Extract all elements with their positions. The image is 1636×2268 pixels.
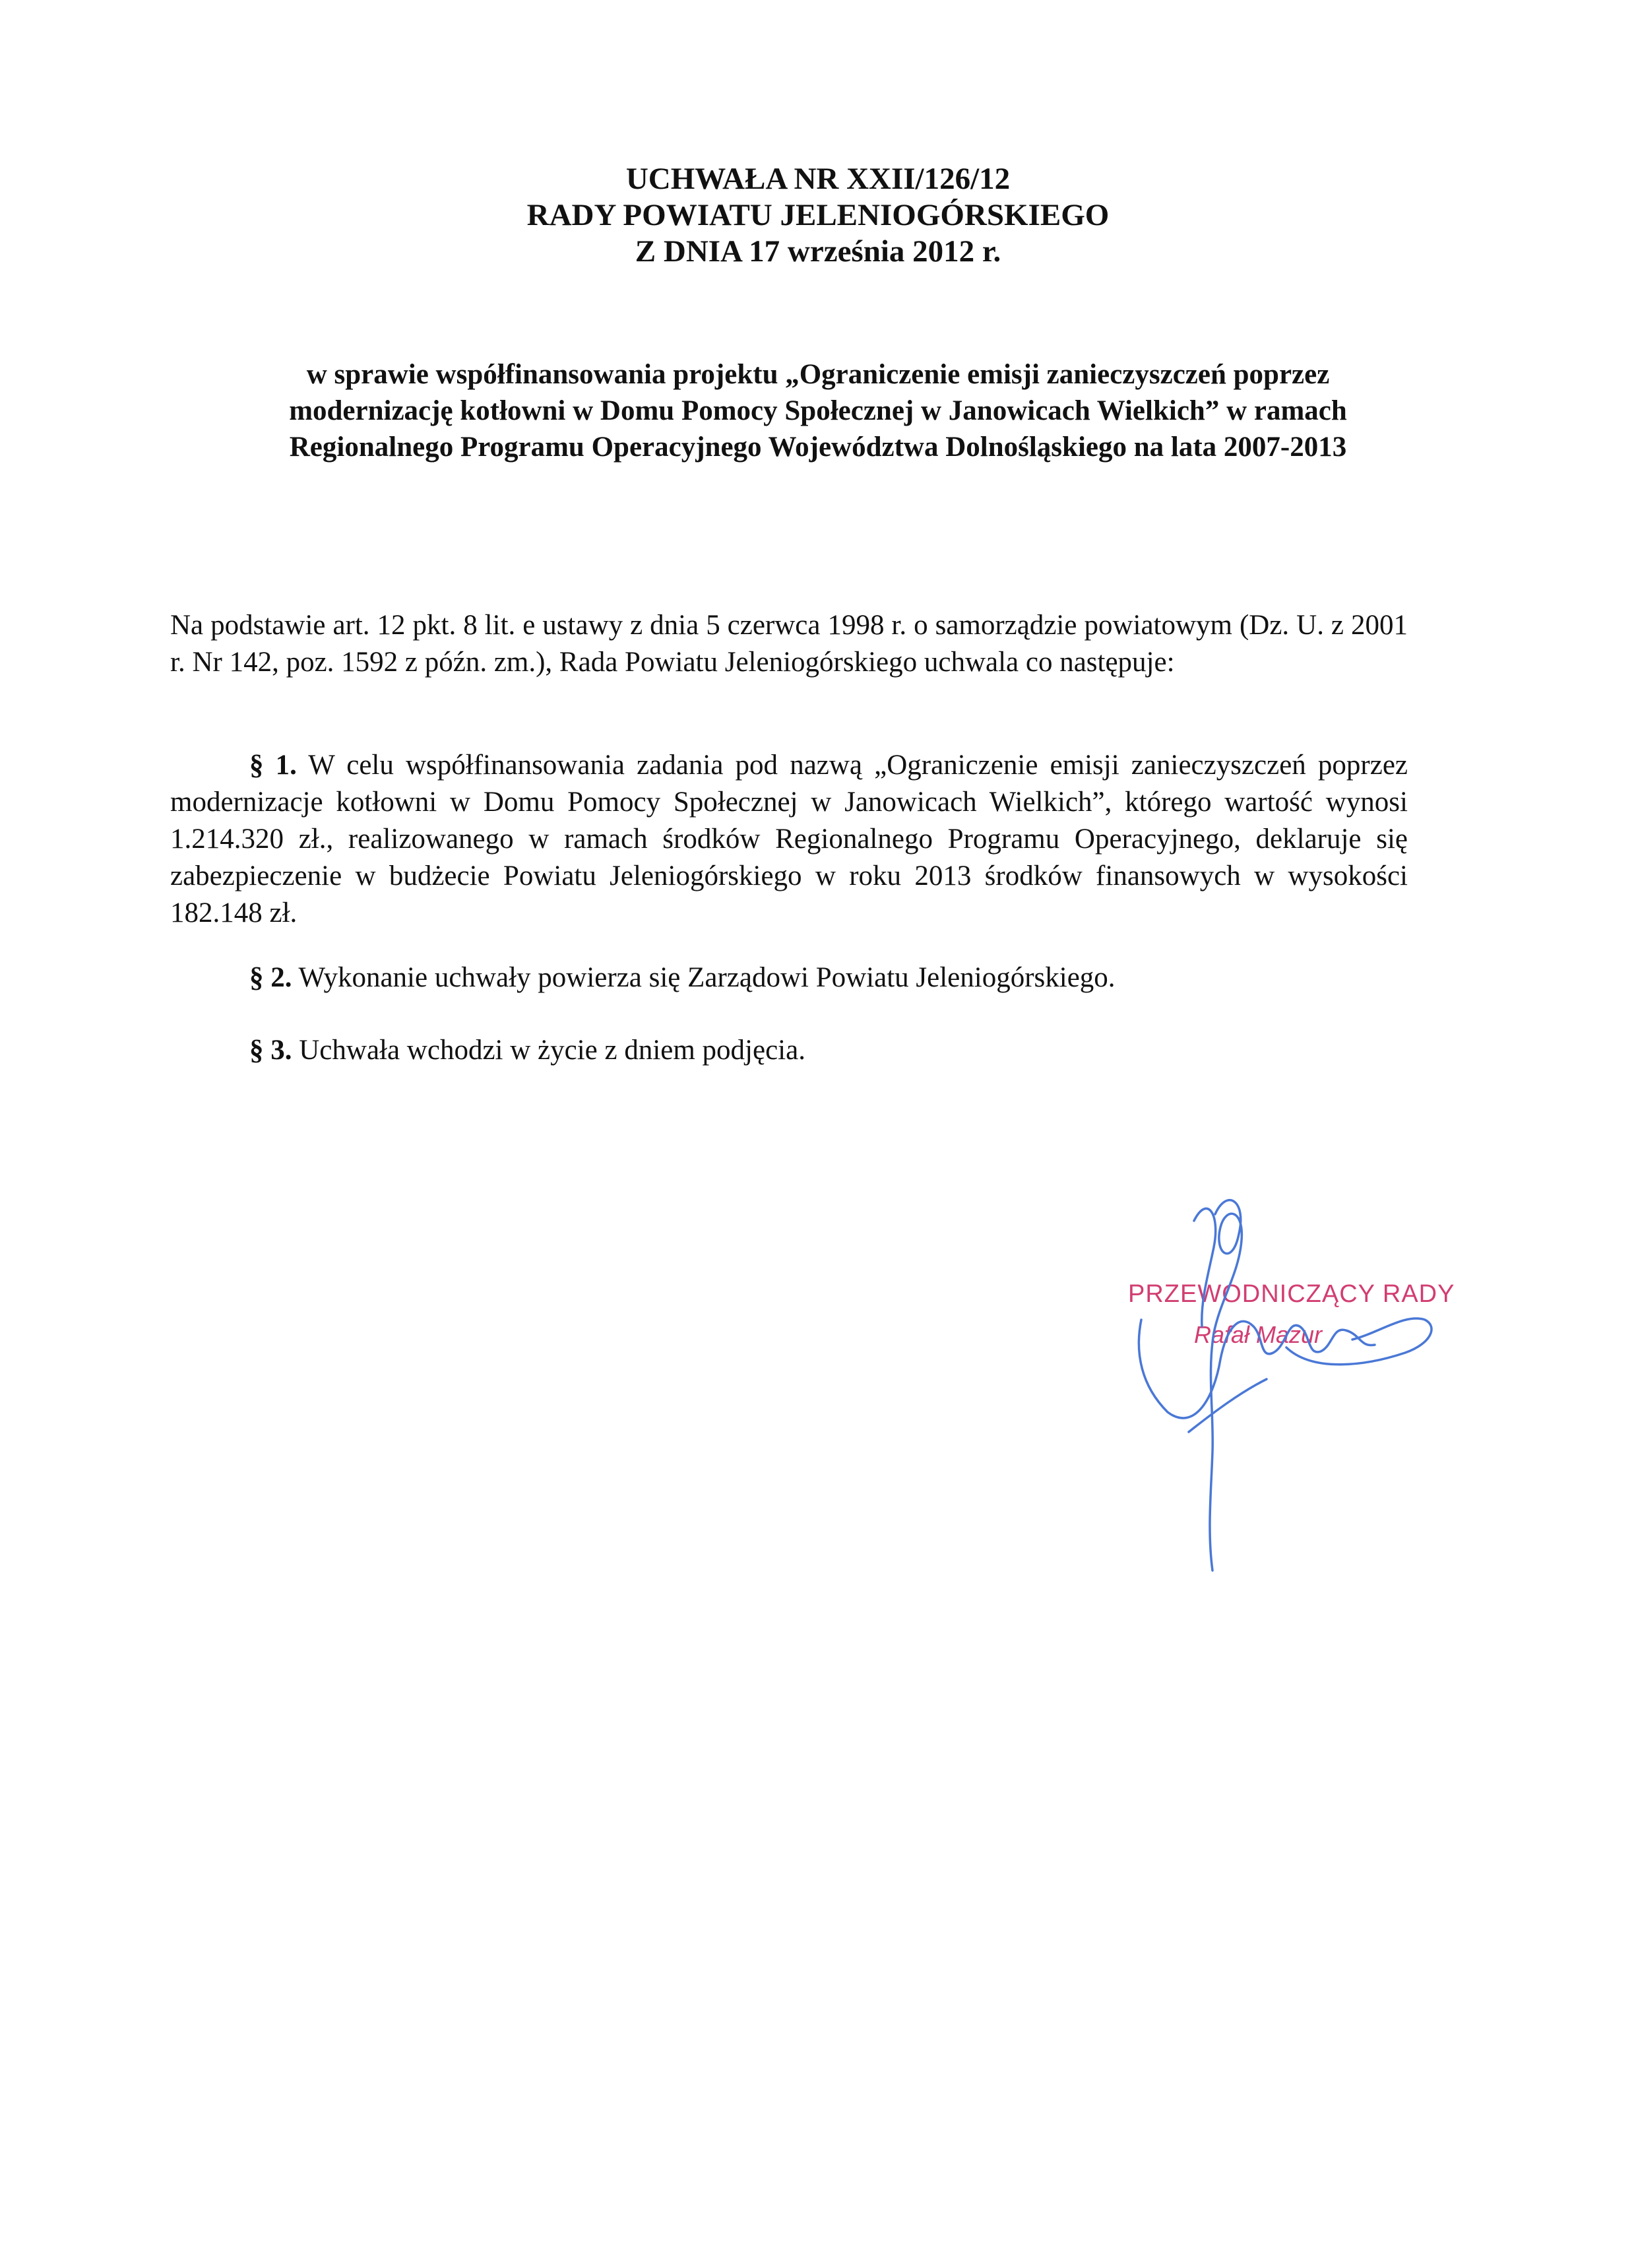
legal-basis: Na podstawie art. 12 pkt. 8 lit. e ustawy z dnia 5 czerwca 1998 r. o samorządzie powiatowym (Dz. U. z 2001 r. Nr 142, poz. 1592 z późn. zm.), Rada Powiatu Jeleniogórskiego uchwala co następuje: bbox=[170, 610, 1408, 678]
paragraph-1-number: § 1. bbox=[249, 750, 297, 781]
subject-line-1: w sprawie współfinansowania projektu „Ograniczenie emisji zanieczyszczeń poprzez bbox=[306, 359, 1330, 390]
paragraph-2 bbox=[170, 959, 1408, 996]
subject-line-3: Regionalnego Programu Operacyjnego Województwa Dolnośląskiego na lata 2007-2013 bbox=[289, 432, 1347, 463]
paragraph-2-text: Wykonanie uchwały powierza się Zarządowi Powiatu Jeleniogórskiego. bbox=[292, 962, 1116, 993]
paragraph-1 bbox=[170, 747, 1408, 932]
subject-line-2: modernizację kotłowni w Domu Pomocy Społecznej w Janowicach Wielkich” w ramach bbox=[289, 395, 1347, 426]
stamp-title: PRZEWODNICZĄCY RADY bbox=[1128, 1280, 1455, 1308]
resolution-date: Z DNIA 17 września 2012 r. bbox=[635, 234, 1001, 269]
resolution-number: UCHWAŁA NR XXII/126/12 bbox=[625, 162, 1011, 196]
paragraph-2-number: § 2. bbox=[249, 962, 292, 993]
council-name: RADY POWIATU JELENIOGÓRSKIEGO bbox=[526, 198, 1110, 232]
paragraph-3-text: Uchwała wchodzi w życie z dniem podjęcia. bbox=[292, 1035, 805, 1066]
paragraph-1-text: W celu współfinansowania zadania pod nazwą „Ograniczenie emisji zanieczyszczeń poprzez modernizacje kotłowni w Domu Pomocy Społecznej w Janowicach Wielkich”, którego wartość wynosi 1.214.320 zł., realizowanego w ramach środków Regionalnego Programu Operacyjnego, deklaruje się zabezpieczenie w budżecie Powiatu Jeleniogórskiego w roku 2013 środków finansowych w wysokości 182.148 zł. bbox=[170, 750, 1408, 928]
resolution-subject bbox=[165, 356, 1471, 465]
stamp-name: Rafał Mazur bbox=[1194, 1321, 1323, 1348]
paragraph-3-number: § 3. bbox=[249, 1035, 292, 1066]
paragraph-3 bbox=[170, 1032, 1408, 1069]
handwritten-signature bbox=[1115, 1175, 1445, 1584]
resolution-header bbox=[0, 161, 1636, 270]
